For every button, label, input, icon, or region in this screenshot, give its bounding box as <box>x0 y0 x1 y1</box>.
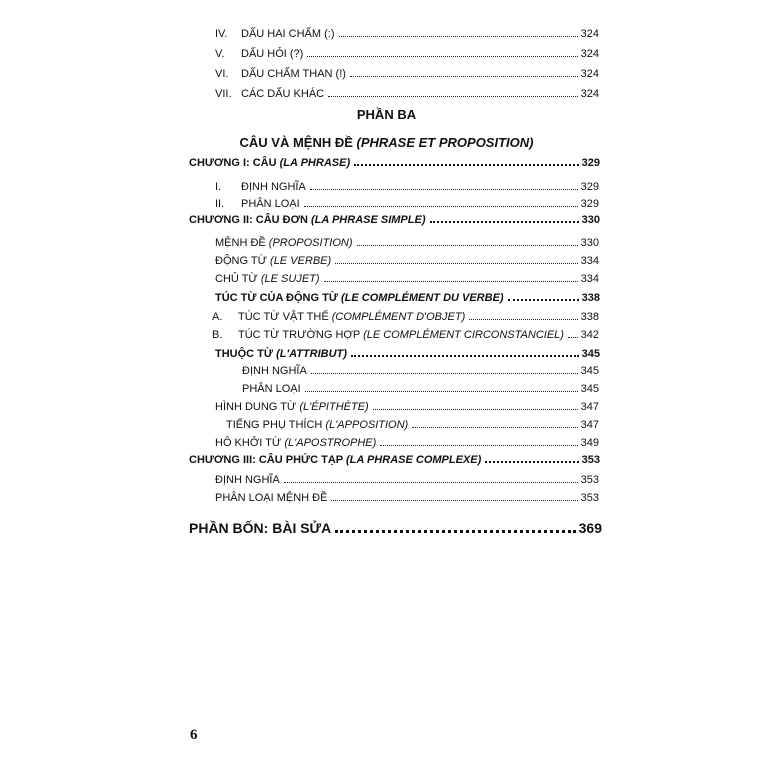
chapter-2-title-text: CHƯƠNG II: CÂU ĐƠN <box>189 214 311 226</box>
leader-dots <box>568 336 578 338</box>
toc-page: 329 <box>580 181 599 193</box>
toc-title-italic: (LE VERBE) <box>270 255 332 267</box>
leader-dots <box>307 55 577 57</box>
leader-dots <box>354 163 579 166</box>
toc-title <box>215 348 349 360</box>
toc-page: 347 <box>580 401 599 413</box>
toc-title-italic: (L'APOSTROPHE) <box>284 437 377 449</box>
toc-page: 334 <box>580 255 599 267</box>
complement-row-a <box>212 311 599 323</box>
toc-page: 345 <box>581 348 600 360</box>
leader-dots <box>339 35 578 37</box>
chapter-1-row <box>189 157 600 169</box>
ch2-row-apposition <box>226 419 599 431</box>
part-four-title: PHẦN BỐN: BÀI SỬA <box>189 520 332 536</box>
leader-dots <box>469 318 577 320</box>
ch2-row-proposition <box>215 237 599 249</box>
toc-title: PHÂN LOẠI <box>241 198 300 210</box>
part-three-subtitle-text: CÂU VÀ MỆNH ĐỀ <box>239 135 357 150</box>
toc-num: VII. <box>215 88 232 100</box>
leader-dots <box>485 460 578 463</box>
toc-page: 342 <box>580 329 599 341</box>
leader-dots <box>351 354 579 357</box>
toc-page: 345 <box>580 383 599 395</box>
toc-page: 347 <box>580 419 599 431</box>
toc-title <box>215 437 378 449</box>
leader-dots <box>284 481 578 483</box>
toc-title: DẤU HAI CHẤM (:) <box>241 28 335 40</box>
toc-title: DẤU CHẤM THAN (!) <box>241 68 346 80</box>
toc-title-italic: (L'ÉPITHÈTE) <box>299 401 369 413</box>
leader-dots <box>350 75 578 77</box>
part-three-subtitle-italic: (PHRASE ET PROPOSITION) <box>356 135 534 150</box>
leader-dots <box>357 244 578 246</box>
toc-page: 329 <box>581 157 600 169</box>
toc-page: 324 <box>580 28 599 40</box>
toc-title-italic: (L'APPOSITION) <box>325 419 409 431</box>
toc-title-italic: (LE COMPLÉMENT CIRCONSTANCIEL) <box>363 329 564 341</box>
toc-title-text: TÚC TỪ CỦA ĐỘNG TỪ <box>215 292 342 304</box>
ch3-row-clause-types <box>215 492 599 504</box>
toc-title: PHÂN LOẠI <box>242 383 301 395</box>
part-four-row <box>189 520 602 537</box>
toc-page: 324 <box>580 68 599 80</box>
toc-num: IV. <box>215 28 228 40</box>
toc-title-text: HÔ KHỞI TỪ <box>215 437 285 449</box>
toc-page: 324 <box>580 88 599 100</box>
chapter-1-title-italic: (LA PHRASE) <box>279 157 351 169</box>
ch2-row-verbe <box>215 255 599 267</box>
toc-title <box>238 311 467 323</box>
toc-title: DẤU HỎI (?) <box>241 48 304 60</box>
toc-title-text: TIẾNG PHỤ THÍCH <box>226 419 326 431</box>
toc-page: 334 <box>580 273 599 285</box>
toc-title: ĐỊNH NGHĨA <box>241 181 306 193</box>
toc-title-italic: (L'ATTRIBUT) <box>276 348 347 360</box>
attribut-row-definition <box>242 365 599 377</box>
toc-title-text: ĐỘNG TỪ <box>215 255 271 267</box>
toc-num: A. <box>212 311 223 323</box>
toc-title <box>215 273 322 285</box>
leader-dots <box>335 529 575 533</box>
chapter-3-title-italic: (LA PHRASE COMPLEXE) <box>346 454 482 466</box>
part-three-heading: PHẦN BA <box>356 107 417 122</box>
toc-title: PHÂN LOẠI MỆNH ĐỀ <box>215 492 328 504</box>
toc-num: II. <box>215 198 225 210</box>
toc-title <box>215 292 506 304</box>
toc-title <box>215 255 333 267</box>
leader-dots <box>380 444 577 446</box>
toc-page: 345 <box>580 365 599 377</box>
toc-title: ĐỊNH NGHĨA <box>242 365 307 377</box>
chapter-2-title <box>189 214 428 226</box>
leader-dots <box>508 298 579 301</box>
toc-page: 338 <box>580 311 599 323</box>
toc-num: I. <box>215 181 222 193</box>
toc-title: ĐỊNH NGHĨA <box>215 474 280 486</box>
leader-dots <box>304 205 578 207</box>
toc-title-italic: (LE COMPLÉMENT DU VERBE) <box>341 292 504 304</box>
toc-page: 324 <box>580 48 599 60</box>
toc-title <box>226 419 410 431</box>
toc-title-text: TÚC TỪ TRƯỜNG HỢP <box>238 329 364 341</box>
leader-dots <box>310 188 578 190</box>
toc-title-italic: (COMPLÉMENT D'OBJET) <box>331 311 466 323</box>
page-number: 6 <box>190 727 198 743</box>
chapter-1-title-text: CHƯƠNG I: CÂU <box>189 157 280 169</box>
toc-title-italic: (PROPOSITION) <box>268 237 353 249</box>
toc-page: 338 <box>581 292 600 304</box>
toc-title <box>215 237 355 249</box>
leader-dots <box>430 220 579 223</box>
chapter-2-title-italic: (LA PHRASE SIMPLE) <box>311 214 426 226</box>
toc-page: 349 <box>580 437 599 449</box>
chapter-3-title <box>189 454 483 466</box>
leader-dots <box>305 390 578 392</box>
toc-title-text: THUỘC TỪ <box>215 348 277 360</box>
toc-row-vii <box>215 88 599 100</box>
chapter-1-title <box>189 157 352 169</box>
ch2-row-sujet <box>215 273 599 285</box>
toc-page: 329 <box>580 198 599 210</box>
toc-title-italic: (LE SUJET) <box>260 273 320 285</box>
attribut-row <box>215 348 600 360</box>
complement-row-b <box>212 329 599 341</box>
ch3-row-definition <box>215 474 599 486</box>
leader-dots <box>324 280 578 282</box>
leader-dots <box>311 372 578 374</box>
toc-page: 369 <box>578 520 602 536</box>
ch2-row-epithete <box>215 401 599 413</box>
leader-dots <box>373 408 578 410</box>
toc-page: 330 <box>581 214 600 226</box>
toc-title <box>215 401 371 413</box>
leader-dots <box>335 262 577 264</box>
leader-dots <box>328 95 578 97</box>
ch1-row-i <box>215 181 599 193</box>
toc-num: V. <box>215 48 225 60</box>
ch1-row-ii <box>215 198 599 210</box>
part-three-subtitle <box>0 135 773 150</box>
toc-page: 353 <box>581 454 600 466</box>
chapter-2-row <box>189 214 600 226</box>
leader-dots <box>412 426 577 428</box>
chapter-3-row <box>189 454 600 466</box>
toc-title-text: CHỦ TỪ <box>215 273 261 285</box>
toc-page: 330 <box>580 237 599 249</box>
complement-row <box>215 292 600 304</box>
toc-num: VI. <box>215 68 229 80</box>
toc-title-text: HÌNH DUNG TỪ <box>215 401 300 413</box>
chapter-3-title-text: CHƯƠNG III: CÂU PHỨC TẠP <box>189 454 346 466</box>
attribut-row-classification <box>242 383 599 395</box>
toc-page: 353 <box>580 492 599 504</box>
toc-title-text: MỆNH ĐỀ <box>215 237 269 249</box>
toc-row-vi <box>215 68 599 80</box>
leader-dots <box>331 499 577 501</box>
toc-row-iv <box>215 28 599 40</box>
toc-row-v <box>215 48 599 60</box>
toc-num: B. <box>212 329 223 341</box>
ch2-row-apostrophe <box>215 437 599 449</box>
toc-page: 353 <box>580 474 599 486</box>
toc-title-text: TÚC TỪ VẬT THỂ <box>238 311 332 323</box>
toc-title <box>238 329 566 341</box>
toc-title: CÁC DẤU KHÁC <box>241 88 325 100</box>
